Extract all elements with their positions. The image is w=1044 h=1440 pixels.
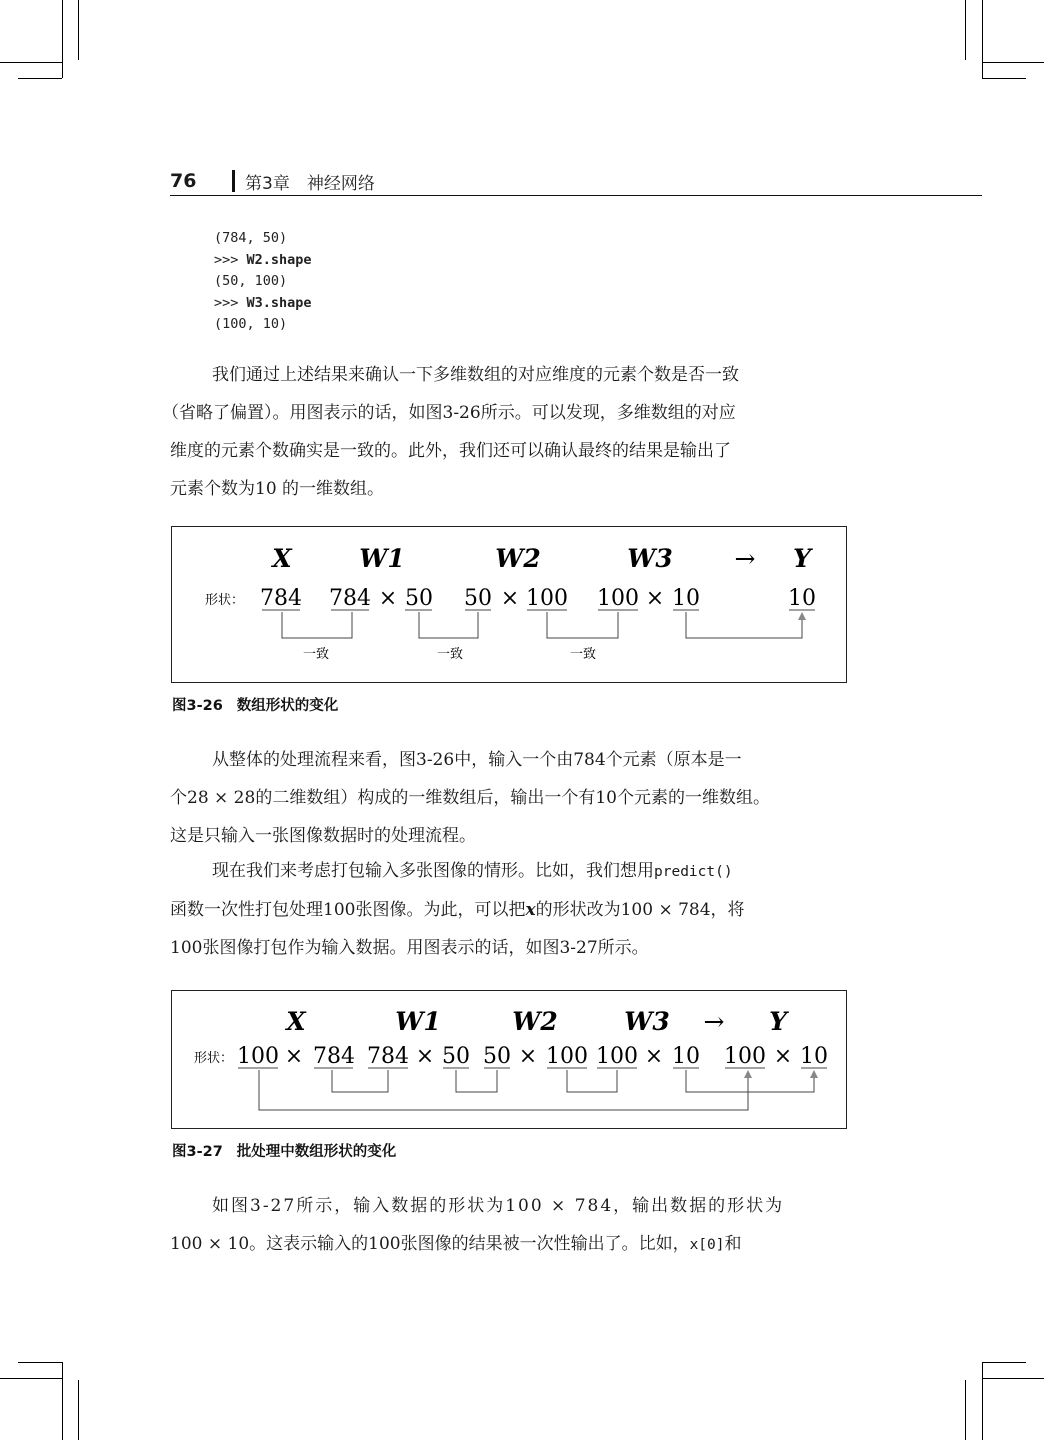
- text-line: （省略了偏置）。用图表示的话，如图3-26所示。可以发现，多维数组的对应: [162, 403, 736, 423]
- text-line: 元素个数为10 的一维数组。: [170, 479, 385, 499]
- crop-mark: [18, 1362, 62, 1363]
- crop-mark: [78, 0, 79, 60]
- shape-10: 10: [788, 586, 816, 611]
- code-line: (100, 10): [214, 316, 288, 332]
- text-line: 100张图像打包作为输入数据。用图表示的话，如图3-27所示。: [170, 938, 649, 958]
- crop-mark: [982, 1378, 1044, 1379]
- crop-mark: [0, 62, 62, 63]
- text-line: 函数一次性打包处理100张图像。为此，可以把x的形状改为100 × 784，将: [170, 900, 745, 920]
- times: ×: [284, 1044, 304, 1069]
- header-w2: W2: [495, 544, 541, 573]
- text-line: 现在我们来考虑打包输入多张图像的情形。比如，我们想用predict(): [212, 861, 733, 881]
- crop-mark: [78, 1380, 79, 1440]
- paragraph-4: [170, 1187, 850, 1264]
- shape-10: 10: [800, 1044, 828, 1069]
- arrow-head: [798, 612, 806, 620]
- code-line: (50, 100): [214, 273, 288, 289]
- code-line: >>> W3.shape: [214, 294, 312, 311]
- shape-784: 784: [329, 586, 371, 611]
- output-arrow-line: [686, 1070, 814, 1092]
- figure-caption: [172, 1140, 396, 1161]
- paragraph-3: [170, 852, 850, 967]
- match-bracket: [456, 1070, 497, 1092]
- code-line: >>> W2.shape: [214, 251, 312, 268]
- caption-number: 图3-27: [172, 1144, 223, 1160]
- shape-10: 10: [672, 1044, 700, 1069]
- crop-mark: [982, 78, 1026, 79]
- shape-10: 10: [672, 586, 700, 611]
- times: ×: [378, 586, 398, 611]
- header-w3: W3: [624, 1007, 670, 1036]
- shape-100: 100: [237, 1044, 279, 1069]
- variable-x: x: [525, 900, 536, 920]
- chapter-title: 第3章 神经网络: [245, 174, 375, 194]
- times: ×: [773, 1044, 793, 1069]
- text-line: 我们通过上述结果来确认一下多维数组的对应维度的元素个数是否一致: [212, 365, 739, 385]
- header-y: Y: [793, 544, 811, 573]
- crop-mark: [982, 0, 983, 78]
- crop-mark: [62, 1362, 63, 1440]
- crop-mark: [965, 1380, 966, 1440]
- crop-mark: [982, 62, 1044, 63]
- arrow-head: [744, 1070, 752, 1078]
- match-bracket: [419, 612, 478, 638]
- crop-mark: [982, 1362, 1026, 1363]
- text-line: 维度的元素个数确实是一致的。此外，我们还可以确认最终的结果是输出了: [170, 441, 731, 461]
- header-w2: W2: [512, 1007, 558, 1036]
- shape-50: 50: [442, 1044, 470, 1069]
- shape-100: 100: [546, 1044, 588, 1069]
- shape-label: 形状：: [205, 593, 245, 608]
- caption-text: 数组形状的变化: [236, 698, 339, 714]
- header-w1: W1: [359, 544, 405, 573]
- shape-50: 50: [464, 586, 492, 611]
- figure-3-26-diagram: [172, 527, 848, 684]
- times: ×: [415, 1044, 435, 1069]
- times: ×: [518, 1044, 538, 1069]
- header-w3: W3: [627, 544, 673, 573]
- shape-100: 100: [596, 1044, 638, 1069]
- match-bracket: [567, 1070, 617, 1092]
- figure-caption: [172, 694, 338, 715]
- times: ×: [645, 586, 665, 611]
- figure-3-26: [171, 526, 847, 683]
- shape-50: 50: [483, 1044, 511, 1069]
- inline-code: x[0]: [689, 1237, 725, 1253]
- paragraph-2: [170, 741, 850, 855]
- match-label: 一致: [302, 647, 330, 662]
- text-line: 这是只输入一张图像数据时的处理流程。: [170, 826, 476, 846]
- shape-100: 100: [597, 586, 639, 611]
- text-line: 个28 × 28的二维数组）构成的一维数组后，输出一个有10个元素的一维数组。: [170, 788, 770, 808]
- header-x: X: [286, 1007, 306, 1036]
- figure-3-27: [171, 990, 847, 1129]
- shape-784: 784: [260, 586, 302, 611]
- shape-784: 784: [367, 1044, 409, 1069]
- match-label: 一致: [436, 647, 464, 662]
- paragraph-1: [162, 356, 850, 508]
- arrow-symbol: →: [703, 1007, 725, 1036]
- figure-3-27-diagram: [172, 991, 848, 1130]
- header-x: X: [272, 544, 292, 573]
- caption-number: 图3-26: [172, 698, 223, 714]
- crop-mark: [0, 1378, 62, 1379]
- crop-mark: [18, 78, 62, 79]
- page-number: 76: [170, 170, 197, 192]
- shape-100: 100: [526, 586, 568, 611]
- match-bracket: [547, 612, 618, 638]
- inline-code: predict(): [654, 864, 733, 880]
- page-header: [170, 168, 963, 196]
- match-bracket: [332, 1070, 388, 1092]
- crop-mark: [982, 1362, 983, 1440]
- code-line: (784, 50): [214, 230, 288, 246]
- header-rule: [170, 195, 982, 196]
- header-y: Y: [769, 1007, 787, 1036]
- crop-mark: [62, 0, 63, 78]
- header-bar: [232, 170, 235, 192]
- times: ×: [500, 586, 520, 611]
- shape-50: 50: [405, 586, 433, 611]
- output-arrow-line: [686, 612, 802, 638]
- crop-mark: [965, 0, 966, 60]
- shape-784: 784: [313, 1044, 355, 1069]
- match-bracket: [282, 612, 352, 638]
- arrow-head: [810, 1070, 818, 1078]
- shape-label: 形状：: [194, 1051, 234, 1066]
- caption-text: 批处理中数组形状的变化: [236, 1144, 397, 1160]
- times: ×: [644, 1044, 664, 1069]
- match-label: 一致: [569, 647, 597, 662]
- text-line: 从整体的处理流程来看，图3-26中，输入一个由784个元素（原本是一: [212, 750, 742, 770]
- shape-100: 100: [724, 1044, 766, 1069]
- text-line: 100 × 10。这表示输入的100张图像的结果被一次性输出了。比如，x[0]和: [170, 1234, 742, 1254]
- text-line: 如图3-27所示，输入数据的形状为100 × 784，输出数据的形状为: [212, 1196, 785, 1216]
- code-block: [214, 228, 312, 336]
- arrow-symbol: →: [734, 544, 756, 573]
- header-w1: W1: [395, 1007, 441, 1036]
